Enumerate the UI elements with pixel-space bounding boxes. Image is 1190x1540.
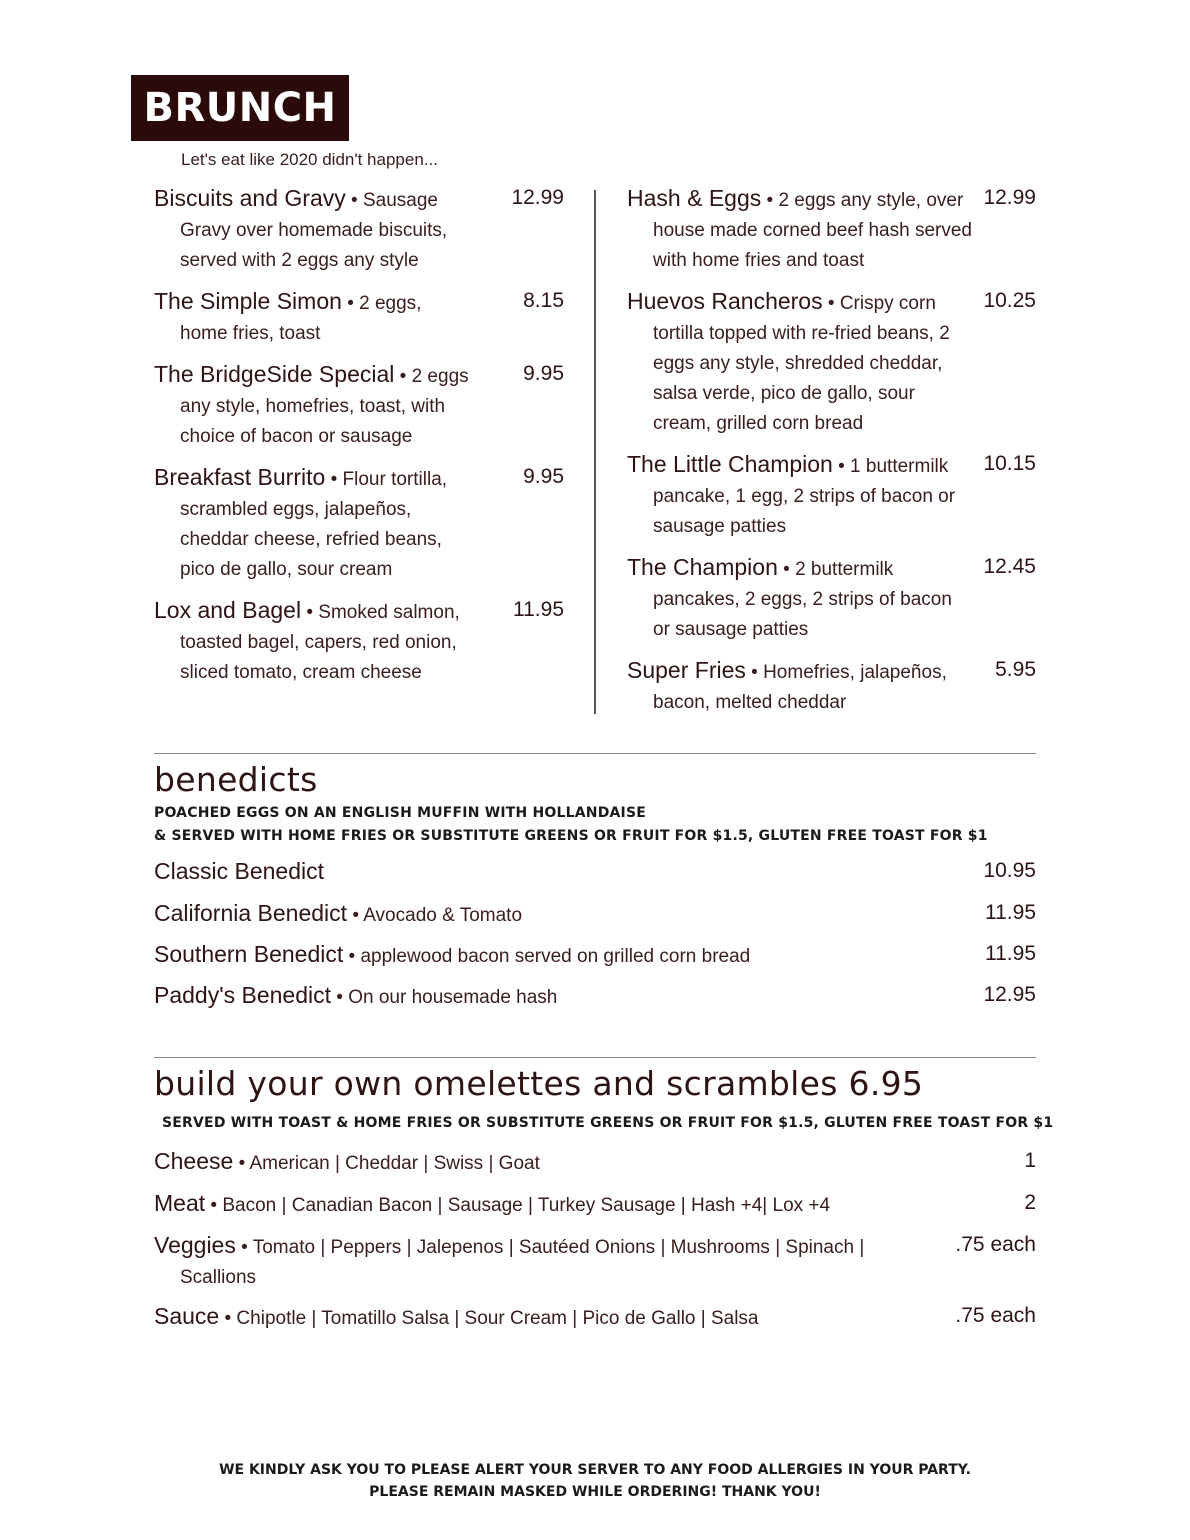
item-name: Veggies [154, 1232, 236, 1258]
item-name: Hash & Eggs [627, 185, 762, 211]
omelettes-title: build your own omelettes and scrambles 6.95 [154, 1064, 924, 1103]
item-name: The BridgeSide Special [154, 361, 395, 387]
item-name: The Champion [627, 554, 778, 580]
item-price: 12.45 [983, 555, 1036, 578]
benedicts-note: & SERVED WITH HOME FRIES OR SUBSTITUTE GREENS OR FRUIT FOR $1.5, GLUTEN FREE TOAST FOR $1 [154, 828, 988, 844]
benedicts-note: POACHED EGGS ON AN ENGLISH MUFFIN WITH HOLLANDAISE [154, 805, 647, 821]
item-price: 11.95 [985, 901, 1036, 924]
item-name: Biscuits and Gravy [154, 185, 346, 211]
item-price: 10.95 [983, 859, 1036, 882]
item-name: Sauce [154, 1303, 220, 1329]
benedict-item [154, 898, 1036, 931]
item-name: Meat [154, 1190, 206, 1216]
omelettes-note: SERVED WITH TOAST & HOME FRIES OR SUBSTITUTE GREENS OR FRUIT FOR $1.5, GLUTEN FREE TOAST FOR $1 [162, 1115, 1054, 1131]
menu-item [627, 286, 1036, 439]
item-name: Breakfast Burrito [154, 464, 326, 490]
item-description: • American | Cheddar | Swiss | Goat [238, 1153, 540, 1174]
item-name: The Little Champion [627, 451, 833, 477]
menu-item [627, 183, 1036, 276]
item-price: 12.95 [983, 983, 1036, 1006]
item-price: .75 each [955, 1304, 1036, 1327]
menu-item [154, 183, 564, 276]
item-description: • Smoked salmon, toasted bagel, capers, red onion, sliced tomato, cream cheese [180, 602, 460, 683]
item-price: 9.95 [523, 465, 564, 488]
item-description: • Sausage Gravy over homemade biscuits, served with 2 eggs any style [180, 190, 448, 271]
item-name: Paddy's Benedict [154, 982, 332, 1008]
item-description: • 2 eggs any style, homefries, toast, with choice of bacon or sausage [180, 366, 469, 447]
menu-item [627, 552, 1036, 645]
menu-item [154, 286, 564, 349]
omelette-option [154, 1146, 1036, 1179]
menu-item [154, 462, 564, 585]
brunch-left-column [154, 183, 564, 698]
item-name: Classic Benedict [154, 858, 325, 884]
item-name: Cheese [154, 1148, 234, 1174]
section-divider [154, 753, 1036, 754]
menu-item [627, 655, 1036, 718]
section-divider [154, 1057, 1036, 1058]
item-price: .75 each [955, 1233, 1036, 1256]
brunch-right-column [627, 183, 1036, 728]
item-description: • 2 eggs, home fries, toast [180, 293, 422, 344]
item-price: 12.99 [983, 186, 1036, 209]
tagline: Let's eat like 2020 didn't happen... [181, 150, 438, 169]
item-description: • Crispy corn tortilla topped with re-fried beans, 2 eggs any style, shredded cheddar, salsa verde, pico de gallo, sour cream, grilled corn bread [653, 293, 950, 434]
item-name: Super Fries [627, 657, 746, 683]
item-description: • Avocado & Tomato [352, 905, 523, 926]
footer-notice [0, 1459, 1190, 1503]
item-name: Lox and Bagel [154, 597, 302, 623]
item-price: 2 [1024, 1191, 1036, 1214]
item-description: • On our housemade hash [336, 987, 558, 1008]
brunch-title: BRUNCH [143, 85, 337, 131]
menu-item [154, 595, 564, 688]
footer-line: WE KINDLY ASK YOU TO PLEASE ALERT YOUR SERVER TO ANY FOOD ALLERGIES IN YOUR PARTY. [219, 1462, 971, 1478]
item-description: • Flour tortilla, scrambled eggs, jalapeños, cheddar cheese, refried beans, pico de gallo, sour cream [180, 469, 448, 580]
item-name: California Benedict [154, 900, 348, 926]
omelette-option [154, 1301, 1036, 1334]
item-description: • Bacon | Canadian Bacon | Sausage | Turkey Sausage | Hash +4| Lox +4 [210, 1195, 831, 1216]
item-price: 1 [1024, 1149, 1036, 1172]
item-description: • 1 buttermilk pancake, 1 egg, 2 strips of bacon or sausage patties [653, 456, 956, 537]
menu-item [154, 359, 564, 452]
item-description: • applewood bacon served on grilled corn bread [348, 946, 751, 967]
omelette-option [154, 1230, 1036, 1293]
item-name: Southern Benedict [154, 941, 344, 967]
menu-item [627, 449, 1036, 542]
item-price: 9.95 [523, 362, 564, 385]
item-description: • Tomato | Peppers | Jalepenos | Sautéed Onions | Mushrooms | Spinach | Scallions [180, 1237, 865, 1288]
item-name: The Simple Simon [154, 288, 342, 314]
footer-line: PLEASE REMAIN MASKED WHILE ORDERING! THANK YOU! [369, 1484, 821, 1500]
benedict-item [154, 980, 1036, 1013]
benedict-item [154, 856, 1036, 889]
item-price: 10.25 [983, 289, 1036, 312]
item-description: • 2 buttermilk pancakes, 2 eggs, 2 strips of bacon or sausage patties [653, 559, 952, 640]
item-price: 11.95 [513, 598, 564, 621]
brunch-title-banner [131, 75, 349, 141]
item-description: • Homefries, jalapeños, bacon, melted cheddar [653, 662, 947, 713]
item-description: • Chipotle | Tomatillo Salsa | Sour Cream | Pico de Gallo | Salsa [224, 1308, 759, 1329]
omelette-option [154, 1188, 1036, 1221]
item-price: 5.95 [995, 658, 1036, 681]
item-name: Huevos Rancheros [627, 288, 823, 314]
item-description: • 2 eggs any style, over house made corned beef hash served with home fries and toast [653, 190, 972, 271]
benedict-item [154, 939, 1036, 972]
item-price: 8.15 [523, 289, 564, 312]
item-price: 12.99 [511, 186, 564, 209]
column-divider [594, 190, 596, 714]
benedicts-title: benedicts [154, 760, 318, 799]
item-price: 11.95 [985, 942, 1036, 965]
item-price: 10.15 [983, 452, 1036, 475]
